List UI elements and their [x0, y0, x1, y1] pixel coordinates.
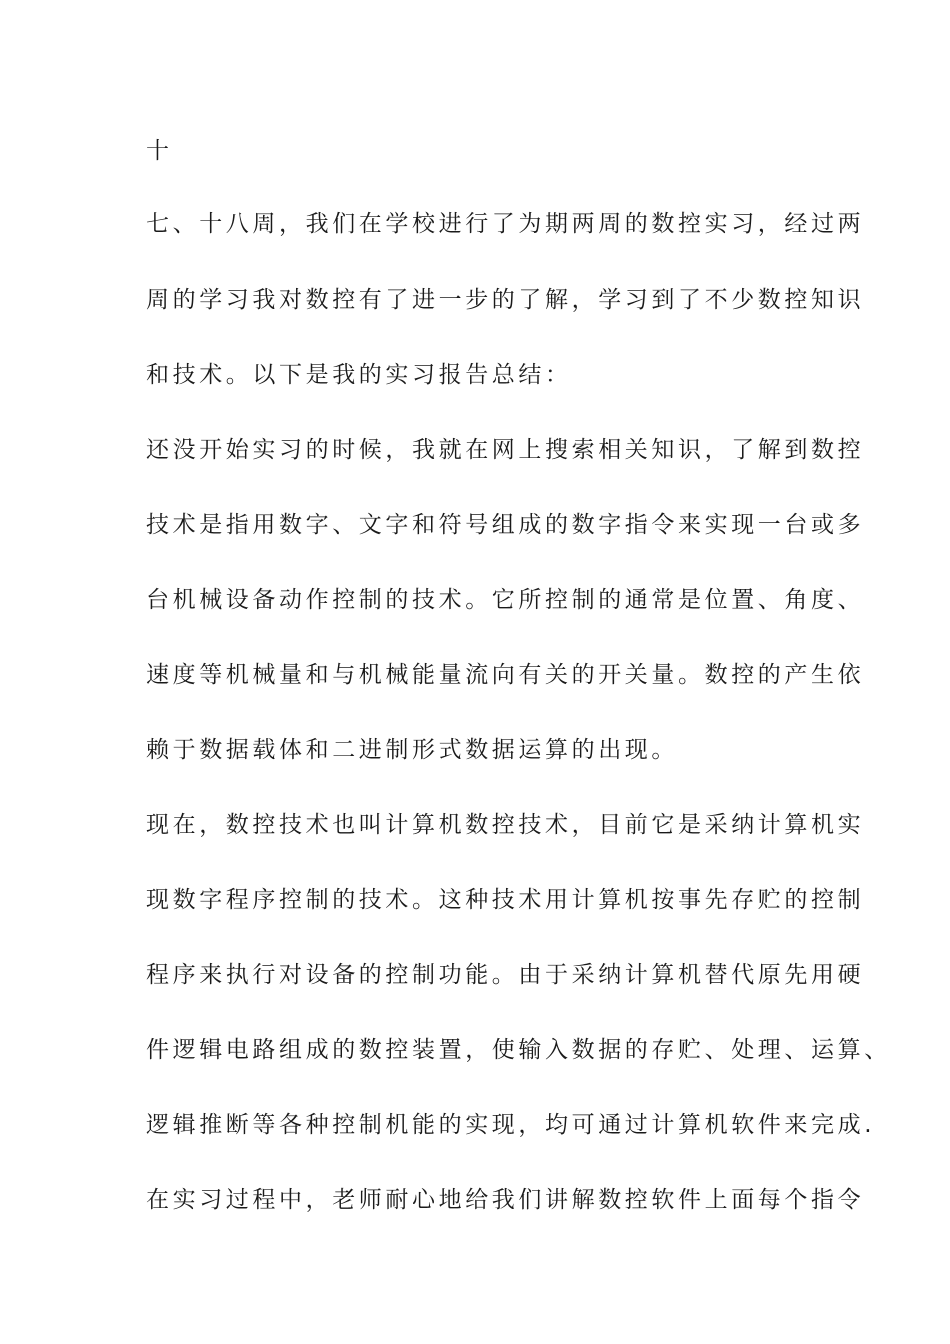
text-line: 现在，数控技术也叫计算机数控技术，目前它是采纳计算机实 [146, 812, 865, 838]
text-line: 赖于数据载体和二进制形式数据运算的出现。 [146, 737, 678, 763]
text-line: 十 [146, 138, 173, 164]
text-line: 台机械设备动作控制的技术。它所控制的通常是位置、角度、 [146, 587, 865, 613]
text-line: 程序来执行对设备的控制功能。由于采纳计算机替代原先用硬 [146, 962, 865, 988]
text-line: 还没开始实习的时候，我就在网上搜索相关知识，了解到数控 [146, 437, 865, 463]
text-line: 现数字程序控制的技术。这种技术用计算机按事先存贮的控制 [146, 887, 865, 913]
text-line: 周的学习我对数控有了进一步的了解，学习到了不少数控知识 [146, 287, 865, 313]
text-line: 在实习过程中，老师耐心地给我们讲解数控软件上面每个指令 [146, 1187, 865, 1213]
text-line: 逻辑推断等各种控制机能的实现，均可通过计算机软件来完成. [146, 1112, 876, 1138]
text-line: 速度等机械量和与机械能量流向有关的开关量。数控的产生依 [146, 662, 865, 688]
text-line: 技术是指用数字、文字和符号组成的数字指令来实现一台或多 [146, 512, 865, 538]
text-line: 件逻辑电路组成的数控装置，使输入数据的存贮、处理、运算、 [146, 1037, 891, 1063]
text-line: 和技术。以下是我的实习报告总结： [146, 362, 572, 388]
text-line: 七、十八周，我们在学校进行了为期两周的数控实习，经过两 [146, 211, 865, 237]
